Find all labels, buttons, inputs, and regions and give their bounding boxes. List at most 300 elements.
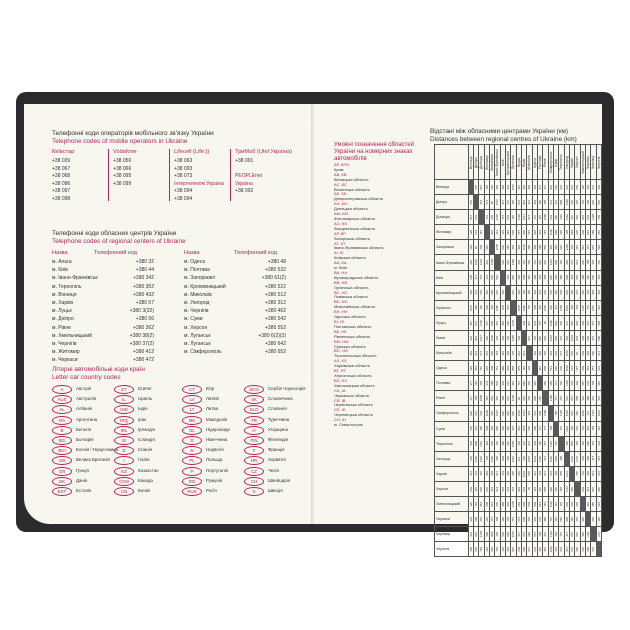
distance-value: 302 <box>585 350 590 356</box>
column-header <box>532 145 537 180</box>
diagonal-cell <box>596 542 601 557</box>
city-code: +380 532 <box>265 267 286 274</box>
row-header: Черкаси <box>435 512 469 527</box>
distance-cell <box>596 512 601 527</box>
region-name: Івано-Франківська область <box>334 245 384 251</box>
city-code: +380 522 <box>265 283 286 290</box>
distance-value: 842 <box>537 260 542 265</box>
city-code: +380 57 <box>135 300 154 307</box>
distance-value: 929 <box>489 320 494 326</box>
city-code: +380 412 <box>133 349 154 356</box>
distance-value: 957 <box>596 456 601 462</box>
distance-value: 622 <box>468 456 473 462</box>
distance-value: 1258 <box>559 304 564 311</box>
region-plate-code: СВ, ІВ <box>334 397 346 403</box>
distance-value: 798 <box>473 396 478 401</box>
distance-value: 419 <box>548 350 553 356</box>
distance-value: 618 <box>484 365 489 371</box>
distance-value: 812 <box>521 350 526 356</box>
distance-value: 981 <box>521 199 526 205</box>
distance-value: 635 <box>575 229 580 235</box>
distance-cell <box>596 361 601 376</box>
distance-value: 669 <box>580 486 585 492</box>
distance-value: 1172 <box>564 485 569 492</box>
distance-value: 325 <box>479 380 484 386</box>
distance-value: 549 <box>580 350 585 356</box>
city-name: м. Рівне <box>52 324 71 331</box>
distance-value: 622 <box>489 229 494 235</box>
row-header: Вінниця <box>435 180 469 195</box>
country-code-badge: PL <box>182 456 202 465</box>
country-code-badge: CZ <box>244 467 264 476</box>
distance-value: 381 <box>505 229 510 235</box>
distance-value: 561 <box>532 411 537 416</box>
distance-value: 820 <box>548 305 553 311</box>
city-name: м. Вінниця <box>52 291 77 298</box>
distance-value: 794 <box>495 350 500 356</box>
distance-value: 247 <box>473 290 478 296</box>
code-list-b <box>246 258 286 356</box>
country-name: Польща <box>206 457 223 463</box>
operator-code <box>235 166 292 174</box>
distance-value: 442 <box>580 290 585 296</box>
distance-value: 791 <box>479 229 484 235</box>
operator-code: +38 098 <box>52 195 71 202</box>
distance-value: 269 <box>580 320 585 326</box>
operator-code: +38 050 <box>113 158 132 164</box>
country-name: Словенія <box>268 406 287 412</box>
region-plate-code: ВН, НН <box>334 309 348 315</box>
city-code: +380 542 <box>265 316 286 323</box>
distance-value: 477 <box>473 275 478 280</box>
distance-value: 303 <box>489 471 494 477</box>
distance-value: 427 <box>553 305 558 311</box>
distance-value: 489 <box>532 275 537 280</box>
distance-value: 357 <box>489 516 494 522</box>
country-name: Ісландія <box>138 437 155 442</box>
distance-value: 338 <box>553 275 558 280</box>
row-header: Рівне <box>435 391 469 406</box>
row-header: Донецьк <box>435 210 469 225</box>
country-name: Німеччина <box>206 437 228 442</box>
distance-value: 530 <box>500 531 505 537</box>
distance-value: 302 <box>527 516 532 522</box>
distance-value: 465 <box>580 516 585 522</box>
distance-value: 536 <box>553 350 558 356</box>
distance-value: 560 <box>553 486 558 492</box>
country-code-row <box>30 415 308 425</box>
distance-value: 149 <box>516 335 521 341</box>
operator-name: Lifecell (Life:)) <box>174 149 210 155</box>
distance-value: 243 <box>537 516 542 522</box>
distance-value: 461 <box>495 229 500 235</box>
distance-value: 798 <box>548 426 553 431</box>
distance-value: 981 <box>473 335 478 341</box>
distance-value: 398 <box>559 456 564 462</box>
distance-value: 1172 <box>575 455 580 462</box>
distance-value: 606 <box>585 531 590 537</box>
distance-value: 728 <box>484 456 489 462</box>
city-name: м. Кропивницький <box>184 283 226 290</box>
distance-value: 1206 <box>564 199 569 206</box>
distance-value: 452 <box>532 516 537 522</box>
distance-value: 261 <box>468 531 473 537</box>
distance-value: 429 <box>468 350 473 356</box>
operator-column <box>52 149 108 201</box>
country-name: Литва <box>206 406 219 412</box>
distance-cell <box>596 330 601 345</box>
distance-value: 929 <box>575 320 580 326</box>
region-name: Рівненська область <box>334 333 371 339</box>
distance-value: 777 <box>553 396 558 401</box>
operator-column <box>169 149 230 201</box>
operator-code: +38 096 <box>52 180 71 187</box>
distance-value: 128 <box>468 229 473 235</box>
distance-value: 65 <box>527 487 532 491</box>
distance-value: 69 <box>543 321 548 325</box>
distance-value: 1206 <box>511 395 516 402</box>
distance-value: 191 <box>543 501 548 507</box>
country-code-badge: RA <box>52 416 72 425</box>
distance-value: 685 <box>553 365 558 371</box>
column-city: Івано-Франківськ <box>495 148 500 176</box>
region-plate-code: ВС, НС <box>334 289 348 295</box>
column-header <box>521 145 526 180</box>
country-name: Греція <box>76 467 89 473</box>
column-city: Львів <box>521 157 526 167</box>
distance-value: 637 <box>569 365 574 371</box>
distance-value: 366 <box>495 396 500 401</box>
distance-value: 684 <box>569 229 574 235</box>
distance-value: 656 <box>537 396 542 401</box>
distance-value: 954 <box>591 245 596 250</box>
city-name: м. Запоріжжя <box>184 275 215 282</box>
distance-value: 939 <box>511 229 516 235</box>
distance-value: 216 <box>473 471 478 477</box>
operator-code: +38 095 <box>113 173 132 180</box>
distance-value: 387 <box>516 184 521 190</box>
country-code-badge: CH <box>244 477 264 486</box>
distance-value: 643 <box>479 411 484 416</box>
distance-value: 524 <box>580 546 585 552</box>
country-name: Китай <box>138 488 150 493</box>
distance-value: 507 <box>596 471 601 477</box>
region-name: Волинська область <box>334 186 370 192</box>
city-code: +380 462 <box>265 308 286 315</box>
distance-value: 845 <box>500 305 505 311</box>
distance-value: 793 <box>532 335 537 341</box>
distance-value: 312 <box>591 396 596 401</box>
distance-value: 479 <box>569 275 574 280</box>
distance-value: 852 <box>553 320 558 326</box>
distance-value: 281 <box>585 229 590 235</box>
distance-value: 531 <box>473 411 478 416</box>
country-name: Норвегія <box>206 447 224 453</box>
country-name: Індія <box>138 406 148 412</box>
distance-value: 592 <box>495 275 500 280</box>
country-code-badge: LV <box>182 395 202 404</box>
left-page <box>24 104 312 524</box>
distance-value: 1380 <box>511 259 516 266</box>
column-header <box>585 145 590 180</box>
distance-value: 633 <box>532 546 537 552</box>
region-plate-code: СА, ІА <box>334 387 346 393</box>
distance-value: 688 <box>596 335 601 341</box>
country-code-badge: IRQ <box>114 416 134 425</box>
distance-value: 594 <box>489 546 494 552</box>
city-name: м. Харків <box>52 300 74 307</box>
country-code-badge: IRL <box>114 426 134 435</box>
distance-value: 574 <box>484 199 489 205</box>
distance-value: 1015 <box>468 304 473 311</box>
distance-value: 448 <box>489 365 494 371</box>
distance-value: 1189 <box>543 410 548 417</box>
distance-value: 1110 <box>559 214 564 221</box>
distance-value: 143 <box>569 380 574 386</box>
country-name: Албанія <box>76 406 93 412</box>
country-name: Казахстан <box>138 467 159 473</box>
distance-value: 622 <box>484 245 489 250</box>
distance-value: 810 <box>591 486 596 492</box>
distance-value: 538 <box>500 335 505 341</box>
column-city: Тернопіль <box>559 154 564 170</box>
distance-value: 343 <box>468 516 473 522</box>
distance-value: 183 <box>505 350 510 356</box>
distance-value: 934 <box>521 486 526 492</box>
distance-value: 273 <box>591 335 596 341</box>
country-code-badge: F <box>244 446 264 455</box>
country-code-badge: AUS <box>52 395 72 404</box>
distance-value: 672 <box>527 441 532 446</box>
distance-value: 693 <box>489 184 494 190</box>
distance-value: 1462 <box>479 455 484 462</box>
region-plate-code: ВМ, НМ <box>334 338 349 344</box>
distance-value: 1010 <box>596 410 601 417</box>
distance-cell <box>596 346 601 361</box>
region-plate-code: АВ, КВ <box>334 171 347 177</box>
city-code: +380 342 <box>133 275 154 282</box>
city-code: +380 32 <box>135 259 154 265</box>
country-codes-subtitle: Letter car country codes <box>52 374 121 381</box>
distance-value: 1365 <box>521 304 526 311</box>
column-header <box>564 145 569 180</box>
distance-value: 945 <box>564 290 569 296</box>
country-name: Болгарія <box>76 437 94 442</box>
distance-value: 177 <box>537 426 542 431</box>
distance-value: 939 <box>484 305 489 311</box>
distance-cell <box>596 285 601 300</box>
distance-value: 761 <box>495 365 500 371</box>
distance-value: 281 <box>596 229 601 235</box>
operator-code: +38 097 <box>52 188 71 195</box>
distance-value: 1241 <box>569 455 574 462</box>
distance-value: 463 <box>596 396 601 401</box>
region-plate-code: ВВ, НВ <box>334 279 348 285</box>
mobile-codes-title: Телефонні коди операторів мобільного зв'язку України <box>52 130 214 137</box>
distance-value: 312 <box>543 531 548 537</box>
distance-value: 549 <box>575 184 580 190</box>
distance-value: 617 <box>596 350 601 356</box>
region-name: Хмельницька область <box>334 382 375 388</box>
distance-value: 574 <box>585 320 590 326</box>
distance-value: 687 <box>505 260 510 265</box>
code-list-a <box>114 258 154 365</box>
distance-value: 1267 <box>548 334 553 342</box>
distance-value: 639 <box>532 441 537 446</box>
distance-value: 549 <box>580 365 585 371</box>
country-name: Іспанія <box>138 447 153 453</box>
distance-value: 505 <box>569 350 574 356</box>
distance-value: 268 <box>468 275 473 280</box>
distance-value: 477 <box>500 199 505 205</box>
distance-value: 914 <box>495 486 500 492</box>
region-name: Одеська область <box>334 314 366 320</box>
distance-value: 343 <box>585 184 590 190</box>
distance-value: 177 <box>553 380 558 386</box>
distance-value: 429 <box>527 184 532 190</box>
distance-value: 651 <box>505 305 510 311</box>
distance-value: 556 <box>505 411 510 416</box>
distance-value: 1610 <box>511 455 516 462</box>
distance-value: 810 <box>575 531 580 537</box>
distance-value: 684 <box>484 471 489 477</box>
region-name: Крим <box>334 166 344 172</box>
distance-value: 269 <box>516 501 521 507</box>
distance-value: 945 <box>505 456 510 462</box>
row-header: Миколаїв <box>435 346 469 361</box>
distance-value: 808 <box>543 365 548 371</box>
distance-value: 853 <box>521 426 526 431</box>
distance-value: 777 <box>543 426 548 431</box>
region-plate-code: АТ, КТ <box>334 240 346 246</box>
distance-cell <box>596 527 601 542</box>
row-header: Луганськ <box>435 300 469 315</box>
operator-code: Інтертелеком Україна <box>174 180 224 187</box>
distance-value: 720 <box>495 546 500 552</box>
distance-value: 1241 <box>564 470 569 477</box>
distance-value: 536 <box>527 426 532 431</box>
distance-value: 597 <box>537 501 542 507</box>
distance-value: 1206 <box>543 304 548 311</box>
distance-value: 452 <box>537 305 542 311</box>
operator-code: +38 099 <box>113 180 132 187</box>
distance-value: 1217 <box>479 334 484 342</box>
city-name: м. Суми <box>184 316 203 323</box>
distance-cell <box>596 466 601 481</box>
distance-value: 505 <box>473 546 478 552</box>
distance-value: 187 <box>543 229 548 235</box>
distance-value: 854 <box>489 396 494 401</box>
distance-value: 120 <box>468 501 473 507</box>
country-code-row <box>30 455 308 465</box>
city-name: м. Чернігів <box>184 308 209 315</box>
distance-value: 343 <box>500 380 505 386</box>
city-name: м. Херсон <box>184 324 208 331</box>
distance-value: 325 <box>575 199 580 205</box>
distance-value: 1145 <box>548 440 553 447</box>
distance-table <box>434 144 602 557</box>
row-header: Чернігів <box>435 542 469 557</box>
distance-value: 749 <box>479 546 484 552</box>
distance-value: 257 <box>559 396 564 401</box>
distance-value: 1232 <box>479 259 484 266</box>
distance-value: 716 <box>553 501 558 507</box>
row-header: Тернопіль <box>435 436 469 451</box>
distance-value: 597 <box>580 380 585 386</box>
country-code-badge: SCG <box>244 385 264 394</box>
distance-value: 1278 <box>511 319 516 326</box>
distance-value: 420 <box>537 486 542 492</box>
distance-value: 295 <box>596 516 601 522</box>
distance-value: 809 <box>500 456 505 462</box>
distance-value: 599 <box>484 426 489 431</box>
distance-value: 247 <box>537 290 542 296</box>
distance-value: 1128 <box>591 214 596 221</box>
distance-value: 888 <box>473 441 478 446</box>
column-city: Одеса <box>532 157 537 168</box>
distance-value: 690 <box>575 546 580 552</box>
mobile-codes-subtitle: Telephone codes of mobile operators in Ukraine <box>52 138 188 145</box>
region-name: Львівська область <box>334 294 368 300</box>
distance-value: 325 <box>473 486 478 492</box>
region-name: Луганська область <box>334 284 369 290</box>
distance-value: 596 <box>575 214 580 220</box>
distance-value: 1365 <box>511 334 516 342</box>
distance-value: 498 <box>559 275 564 280</box>
distance-value: 127 <box>521 441 526 446</box>
distance-value: 65 <box>575 351 580 355</box>
distance-value: 612 <box>569 184 574 190</box>
distance-value: 365 <box>537 350 542 356</box>
distance-value: 377 <box>516 531 521 537</box>
country-name: Угорщина <box>268 426 288 432</box>
distance-value: 1058 <box>489 259 494 266</box>
column-header <box>489 145 494 180</box>
country-code-badge: B <box>52 426 72 435</box>
distance-cell <box>596 270 601 285</box>
region-name: Харківська область <box>334 363 370 369</box>
distance-value: 357 <box>585 245 590 250</box>
distance-value: 659 <box>537 411 542 416</box>
country-code-badge: S <box>244 487 264 496</box>
country-code-row <box>30 394 308 404</box>
country-name: Нідерланди <box>206 426 230 432</box>
distance-value: 879 <box>516 365 521 371</box>
distance-value: 196 <box>537 199 542 205</box>
row-header: Київ <box>435 270 469 285</box>
distance-value: 710 <box>479 365 484 371</box>
distance-value: 321 <box>473 350 478 356</box>
distance-value: 515 <box>484 350 489 356</box>
distance-value: 325 <box>537 214 542 220</box>
distance-value: 693 <box>468 245 473 250</box>
distance-value: 185 <box>580 531 585 537</box>
distance-value: 812 <box>527 335 532 341</box>
distance-value: 130 <box>559 260 564 265</box>
distance-value: 183 <box>527 290 532 296</box>
distance-value: 125 <box>505 516 510 522</box>
distance-value: 120 <box>580 184 585 190</box>
distance-value: 281 <box>484 516 489 522</box>
distance-value: 765 <box>473 501 478 507</box>
country-code-badge: IND <box>114 405 134 414</box>
distance-value: 409 <box>468 546 473 552</box>
column-header <box>553 145 558 180</box>
row-header: Житомир <box>435 225 469 240</box>
distance-value: 934 <box>575 335 580 341</box>
distance-value: 957 <box>564 546 569 552</box>
country-codes-title: Літерні автомобільні коди країн <box>52 366 145 373</box>
